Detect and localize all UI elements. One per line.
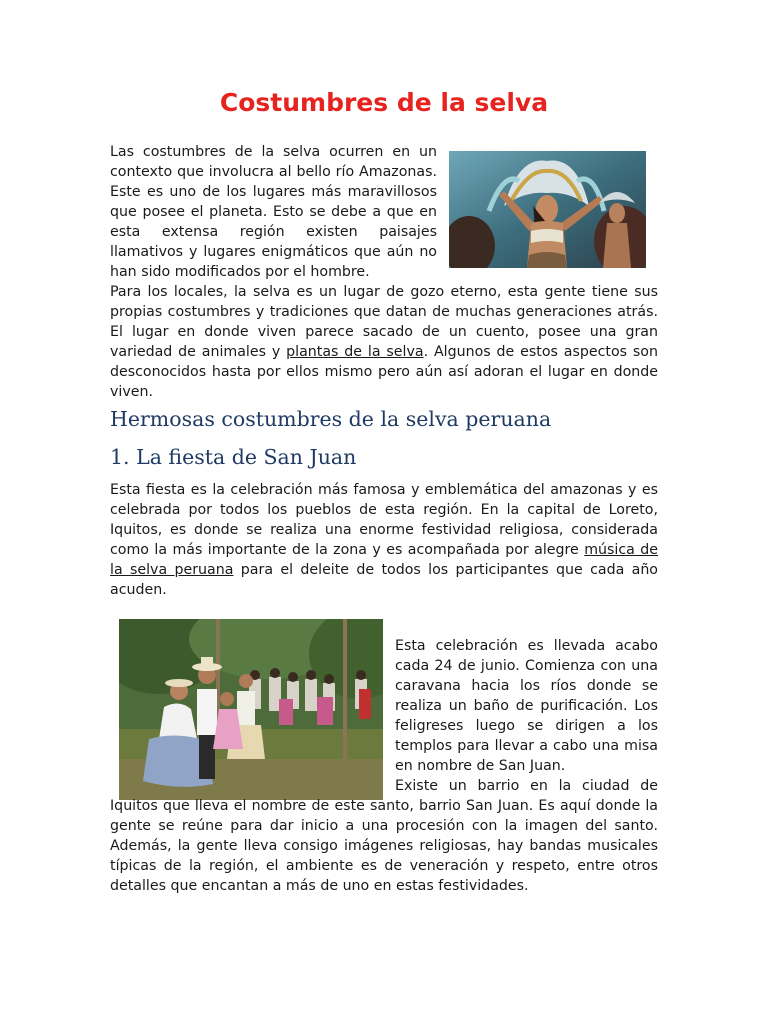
musica-link[interactable]: música de la selva peruana xyxy=(110,542,658,578)
intro-paragraph-1: Las costumbres de la selva ocurren en un contexto que involucra al bello río Amazonas. Este es uno de los lugares más maravillosos que posee el planeta. Esto se debe a que en esta extensa región existen paisajes llamativos y lugares enigmáticos que aún no han sido modificados por el hombre. xyxy=(110,144,437,280)
section-paragraph-1-text-end: para el deleite de todos los participantes que cada año acuden. xyxy=(110,562,658,598)
section-paragraph-3: Existe un barrio en la ciudad de Iquitos que lleva el nombre de este santo, barrio San Juan. Es aquí donde la gente se reúne para dar inicio a una procesión con la imagen del santo. Además, la gente lleva consigo imágenes religiosas, hay bandas musicales típicas de la región, el ambiente es de veneración y respeto, entre otros detalles que encantan a más de uno en estas festividades. xyxy=(110,778,658,894)
section-paragraph-1 xyxy=(110,480,658,600)
section-heading: 1. La fiesta de San Juan xyxy=(110,445,357,469)
intro-paragraph-2-text: Para los locales, la selva es un lugar de gozo eterno, esta gente tiene sus propias costumbres y tradiciones que datan de muchas generaciones atrás. El lugar en donde viven parece sacado de un cuento, posee una gran variedad de animales y xyxy=(110,284,658,360)
section-text-1 xyxy=(110,480,658,600)
section-text-2 xyxy=(110,636,658,896)
page-title: Costumbres de la selva xyxy=(219,88,549,117)
main-heading: Hermosas costumbres de la selva peruana xyxy=(110,407,552,431)
plantas-link[interactable]: plantas de la selva xyxy=(286,344,424,360)
section-paragraph-2: Esta celebración es llevada acabo cada 24 de junio. Comienza con una caravana hacia los ríos donde se realiza un baño de purificación. Los feligreses luego se dirigen a los templos para llevar a cabo una misa en nombre de San Juan. xyxy=(395,638,658,774)
section-paragraph-1-text: Esta fiesta es la celebración más famosa y emblemática del amazonas y es celebrada por todos los pueblos de esta región. En la capital de Loreto, Iquitos, es donde se realiza una enorme festividad religiosa, considerada como la más importante de la zona y es acompañada por alegre xyxy=(110,482,658,558)
intro-text xyxy=(110,142,658,402)
intro-paragraph-2 xyxy=(110,282,658,402)
intro-paragraph-2-text-end: . Algunos de estos aspectos son desconocidos hasta por ellos mismo pero aún así adoran el lugar en donde viven. xyxy=(110,344,658,400)
